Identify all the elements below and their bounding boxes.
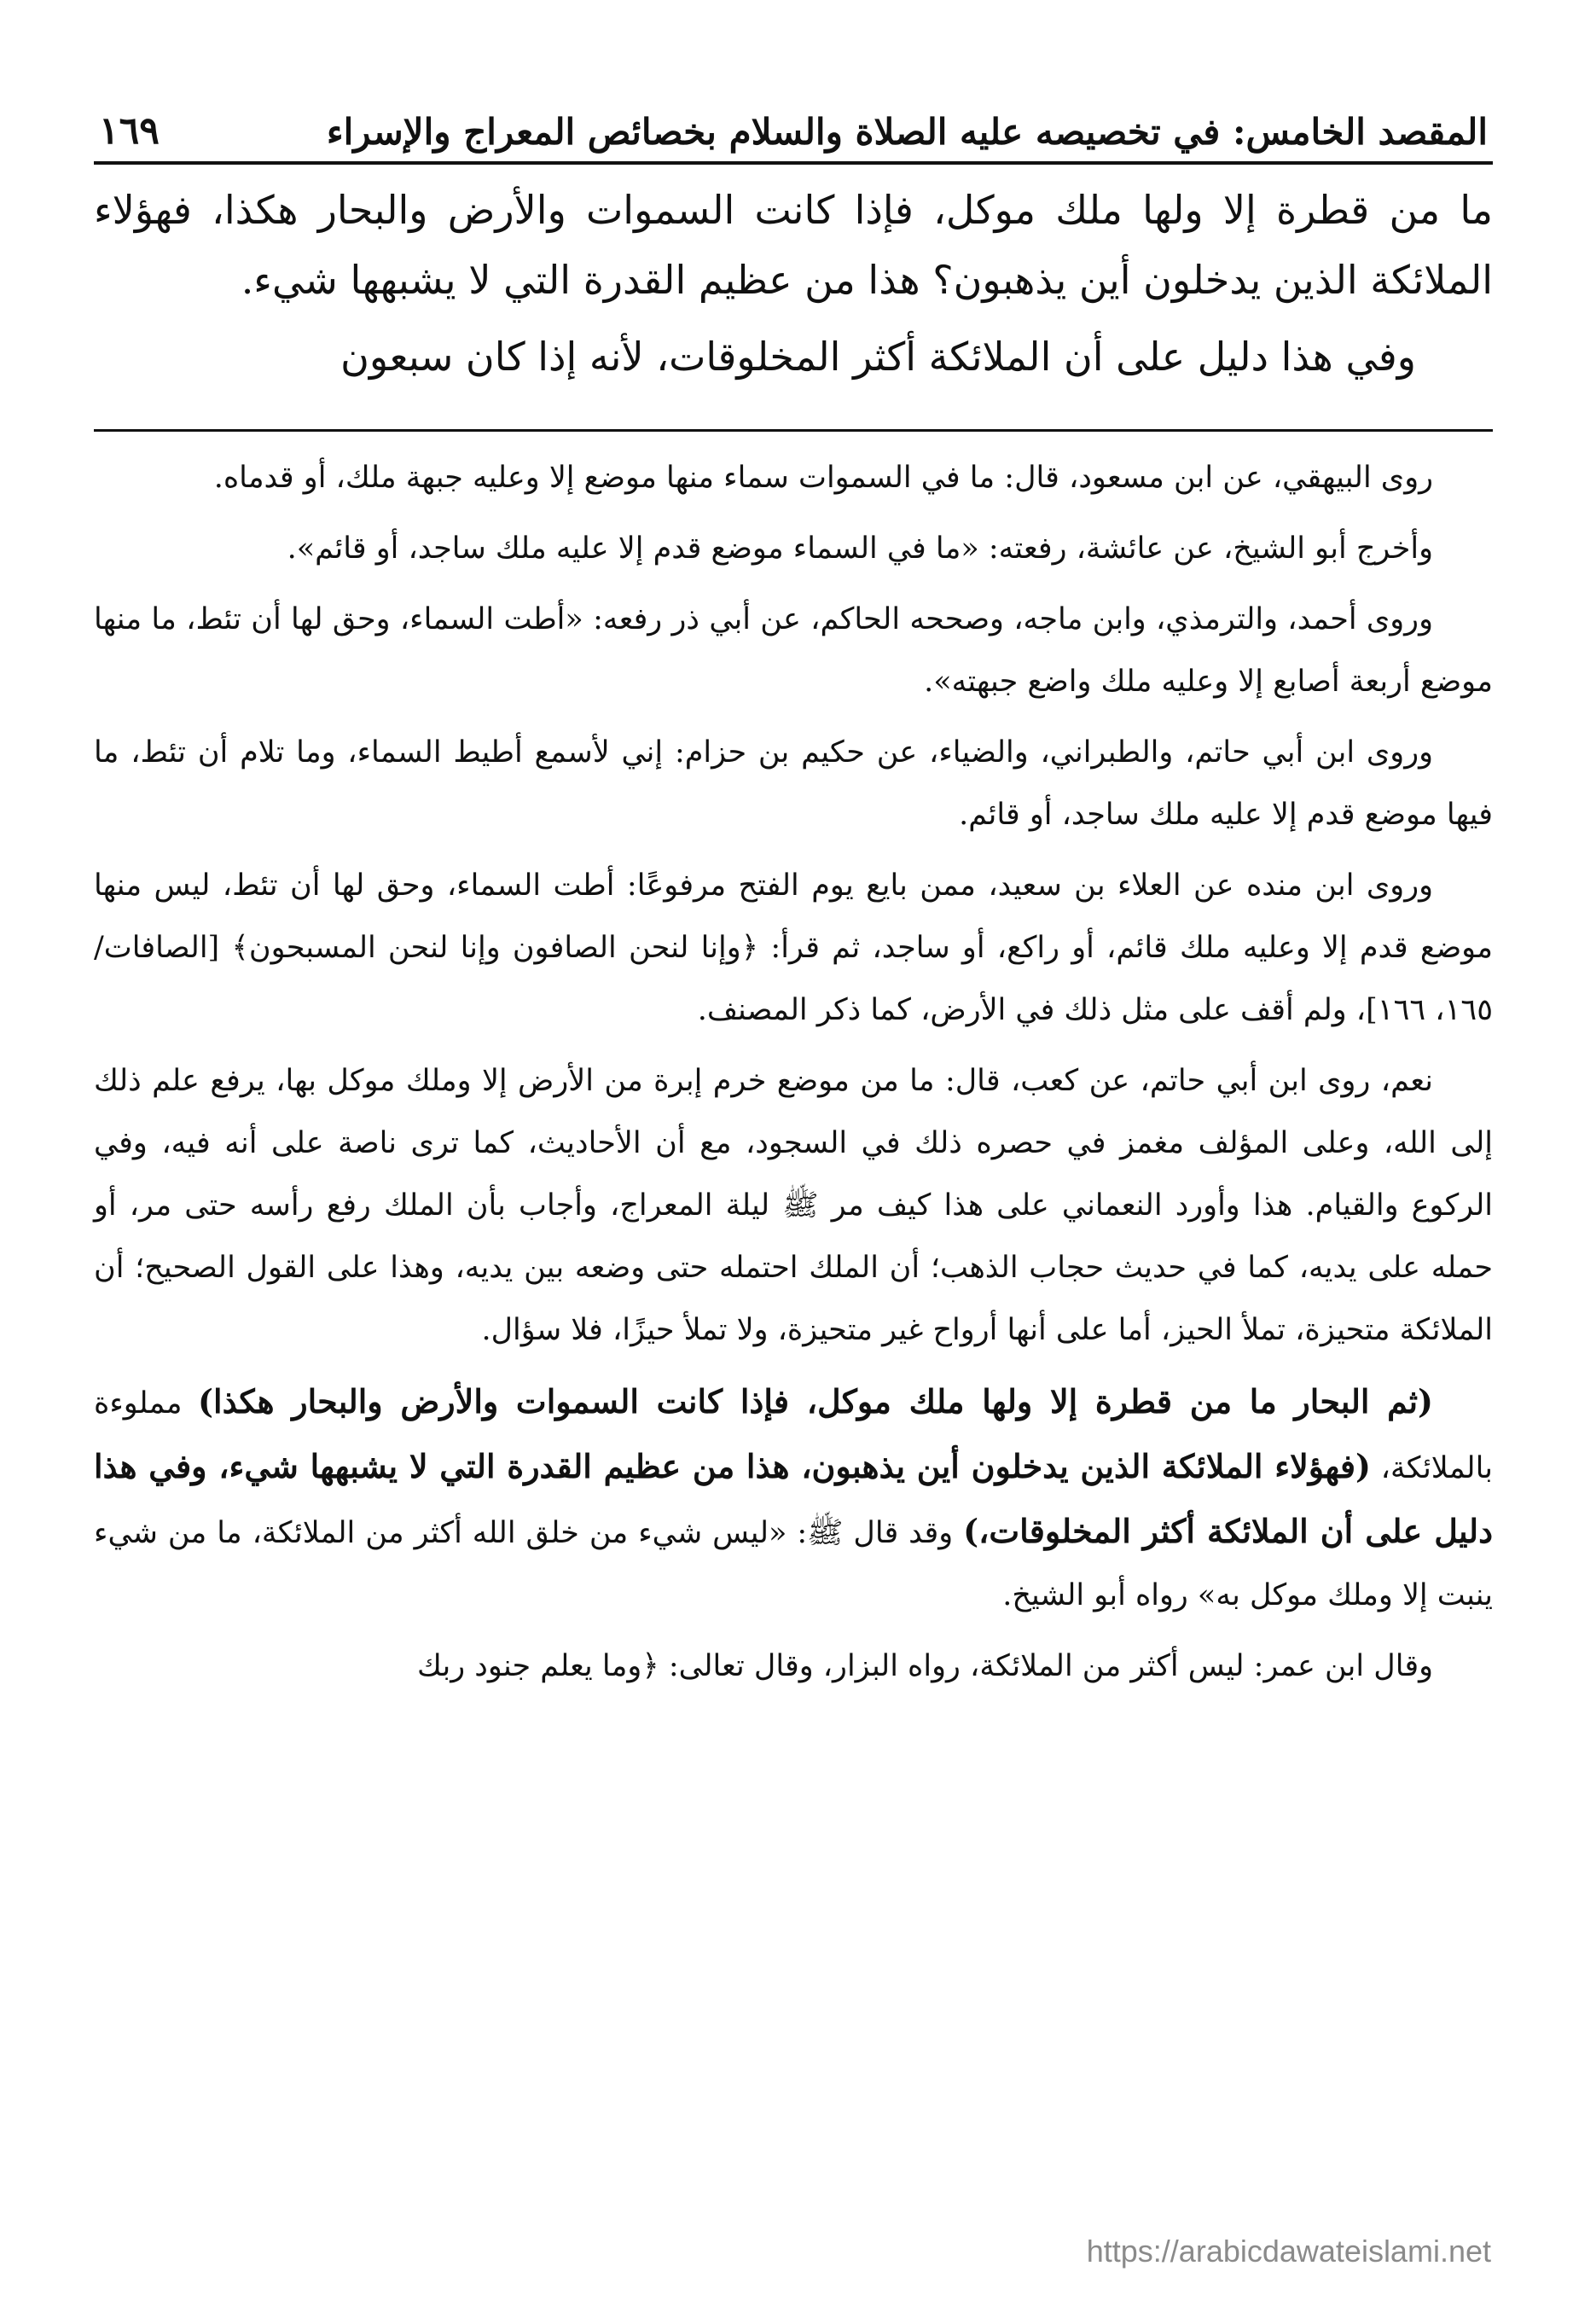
main-paragraph: وفي هذا دليل على أن الملائكة أكثر المخلوقات، لأنه إذا كان سبعون xyxy=(340,334,1416,380)
footnote-paragraph: روى البيهقي، عن ابن مسعود، قال: ما في السموات سماء منها موضع إلا وعليه جبهة ملك، أو قدماه. xyxy=(213,461,1433,495)
footnote-paragraph: وأخرج أبو الشيخ، عن عائشة، رفعته: «ما في السماء موضع قدم إلا عليه ملك ساجد، أو قائم». xyxy=(287,532,1433,566)
footnote-paragraph: وروى أحمد، والترمذي، وابن ماجه، وصححه الحاكم، عن أبي ذر رفعه: «أطت السماء، وحق لها أن تئط، ما منها موضع أربعة أصابع إلا وعليه ملك واضع جبهته». xyxy=(94,602,1493,699)
commentary-text: مملوءة بالملائكة، xyxy=(94,1386,1493,1485)
page-header xyxy=(94,90,1493,165)
footnote-paragraph-mixed xyxy=(94,1370,1493,1627)
footnote-paragraph: وروى ابن أبي حاتم، والطبراني، والضياء، عن حكيم بن حزام: إني لأسمع أطيط السماء، وما تلام أن تئط، ما فيها موضع قدم إلا عليه ملك ساجد، أو قائم. xyxy=(94,735,1493,832)
page-number: ١٦٩ xyxy=(99,109,160,153)
footnote-paragraph: نعم، روى ابن أبي حاتم، عن كعب، قال: ما من موضع خرم إبرة من الأرض إلا وملك موكل بها، يرفع علم ذلك إلى الله، وعلى المؤلف مغمز في حصره ذلك في السجود، مع أن الأحاديث، كما ترى ناصة على أنه فيه، وفي الركوع والقيام. هذا وأورد النعماني على هذا كيف مر ﷺ ليلة المعراج، وأجاب بأن الملك رفع رأسه حتى مر، أو حمله على يديه، كما في حديث حجاب الذهب؛ أن الملك احتمله حتى وضعه بين يديه، وهذا على القول الصحيح؛ أن الملائكة متحيزة، تملأ الحيز، أما على أنها أرواح غير متحيزة، ولا تملأ حيزًا، فلا سؤال. xyxy=(94,1064,1493,1347)
commentary-text: وقد قال ﷺ: «ليس شيء من خلق الله أكثر من الملائكة، ما من شيء ينبت إلا وملك موكل به» رواه أبو الشيخ. xyxy=(94,1516,1493,1612)
footnotes xyxy=(94,447,1493,1698)
main-text xyxy=(94,175,1493,392)
footnote-paragraph: وقال ابن عمر: ليس أكثر من الملائكة، رواه البزار، وقال تعالى: ﴿وما يعلم جنود ربك xyxy=(417,1649,1433,1683)
quoted-main-text: (ثم البحار ما من قطرة إلا ولها ملك موكل، فإذا كانت السموات والأرض والبحار هكذا) xyxy=(198,1382,1433,1421)
main-paragraph: ما من قطرة إلا ولها ملك موكل، فإذا كانت السموات والأرض والبحار هكذا، فهؤلاء الملائكة الذين يدخلون أين يذهبون؟ هذا من عظيم القدرة التي لا يشبهها شيء. xyxy=(94,187,1493,303)
book-page xyxy=(94,90,1493,2274)
watermark-url: https://arabicdawateislami.net xyxy=(1086,2234,1491,2269)
quoted-main-text: (فهؤلاء الملائكة الذين يدخلون أين يذهبون، هذا من عظيم القدرة التي لا يشبهها شيء، وفي هذا دليل على أن الملائكة أكثر المخلوقات،) xyxy=(94,1447,1493,1550)
footnote-divider xyxy=(94,429,1493,432)
footnote-paragraph: وروى ابن منده عن العلاء بن سعيد، ممن بايع يوم الفتح مرفوعًا: أطت السماء، وحق لها أن تئط، ليس منها موضع قدم إلا وعليه ملك قائم، أو راكع، أو ساجد، ثم قرأ: ﴿وإنا لنحن الصافون وإنا لنحن المسبحون﴾ [الصافات/١٦٥، ١٦٦]، ولم أقف على مثل ذلك في الأرض، كما ذكر المصنف. xyxy=(94,869,1493,1027)
running-title: المقصد الخامس: في تخصيصه عليه الصلاة والسلام بخصائص المعراج والإسراء xyxy=(326,111,1488,153)
